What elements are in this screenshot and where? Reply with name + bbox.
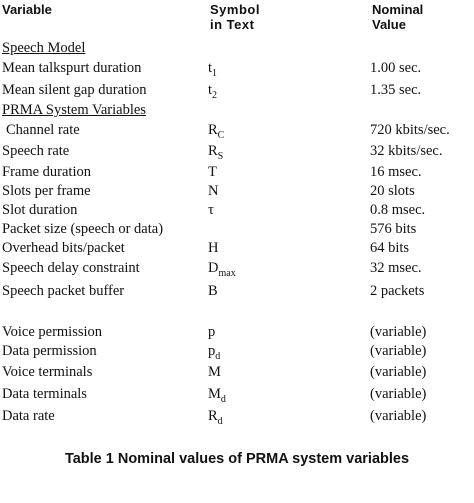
variable-cell: Voice terminals bbox=[2, 364, 93, 380]
variable-cell: Speech packet buffer bbox=[2, 283, 125, 299]
value-cell: 2 packets bbox=[370, 283, 425, 299]
value-cell: 32 msec. bbox=[370, 260, 422, 276]
header-symbol-line1: Symbol bbox=[210, 2, 260, 17]
value-cell: 16 msec. bbox=[370, 164, 422, 180]
value-cell: (variable) bbox=[370, 343, 427, 359]
variable-cell: Data rate bbox=[2, 408, 55, 424]
symbol-cell bbox=[208, 281, 218, 307]
table-row bbox=[0, 362, 474, 382]
symbol-base: M bbox=[208, 386, 221, 402]
symbol-base: p bbox=[208, 324, 216, 340]
value-cell: 20 slots bbox=[370, 183, 415, 199]
symbol-base: t bbox=[208, 82, 213, 98]
symbol-subscript: d bbox=[217, 415, 223, 427]
value-cell: 1.00 sec. bbox=[370, 60, 422, 76]
variable-cell: Packet size (speech or data) bbox=[2, 221, 164, 237]
symbol-subscript: d bbox=[215, 350, 221, 362]
symbol-base: R bbox=[208, 122, 218, 138]
symbol-subscript: max bbox=[218, 267, 236, 279]
symbol-subscript: C bbox=[217, 129, 225, 141]
symbol-base: B bbox=[208, 283, 218, 299]
table-row bbox=[0, 322, 474, 342]
table-row bbox=[0, 80, 474, 100]
section-heading-row bbox=[0, 38, 474, 58]
variable-cell: Mean talkspurt duration bbox=[2, 60, 142, 76]
symbol-subscript: 1 bbox=[212, 67, 218, 79]
symbol-cell bbox=[208, 258, 236, 284]
table-row bbox=[0, 281, 474, 301]
symbol-base: M bbox=[208, 364, 221, 380]
value-cell: (variable) bbox=[370, 364, 427, 380]
header-variable: Variable bbox=[2, 2, 52, 17]
header-value-line1: Nominal bbox=[372, 2, 424, 17]
symbol-base: t bbox=[208, 60, 213, 76]
symbol-subscript: d bbox=[220, 393, 226, 405]
symbol-base: D bbox=[208, 260, 219, 276]
symbol-base: H bbox=[208, 240, 219, 256]
symbol-subscript: S bbox=[217, 150, 224, 162]
symbol-base: R bbox=[208, 143, 218, 159]
value-cell: 32 kbits/sec. bbox=[370, 143, 443, 159]
symbol-base: N bbox=[208, 183, 219, 199]
table-row bbox=[0, 258, 474, 278]
variable-cell: Speech rate bbox=[2, 143, 70, 159]
value-cell: (variable) bbox=[370, 324, 427, 340]
value-cell: 720 kbits/sec. bbox=[370, 122, 450, 138]
value-cell: 1.35 sec. bbox=[370, 82, 422, 98]
symbol-base: T bbox=[208, 164, 217, 180]
value-cell: 64 bits bbox=[370, 240, 410, 256]
variable-cell: Overhead bits/packet bbox=[2, 240, 125, 256]
value-cell: 576 bits bbox=[370, 221, 417, 237]
table-row bbox=[0, 141, 474, 161]
table-row bbox=[0, 120, 474, 140]
header-symbol bbox=[210, 2, 260, 32]
value-cell: (variable) bbox=[370, 408, 427, 424]
variable-cell: Frame duration bbox=[2, 164, 91, 180]
table-row bbox=[0, 58, 474, 78]
table-caption: Table 1 Nominal values of PRMA system variables bbox=[64, 451, 410, 467]
value-cell: 0.8 msec. bbox=[370, 202, 426, 218]
table-row bbox=[0, 238, 474, 258]
symbol-base: τ bbox=[208, 202, 214, 218]
variable-cell: Slot duration bbox=[2, 202, 78, 218]
symbol-subscript: 2 bbox=[212, 89, 218, 101]
section-heading-row bbox=[0, 100, 474, 120]
section-heading: PRMA System Variables bbox=[2, 102, 146, 118]
variable-cell: Data permission bbox=[2, 343, 97, 359]
variable-cell: Slots per frame bbox=[2, 183, 91, 199]
table-row bbox=[0, 181, 474, 201]
value-cell: (variable) bbox=[370, 386, 427, 402]
header-value bbox=[372, 2, 423, 32]
table-row bbox=[0, 219, 474, 239]
header-symbol-line2: in Text bbox=[210, 17, 255, 32]
variable-cell: Speech delay constraint bbox=[2, 260, 140, 276]
symbol-base: R bbox=[208, 408, 218, 424]
section-heading: Speech Model bbox=[2, 40, 86, 56]
table-row bbox=[0, 384, 474, 404]
variable-cell: Channel rate bbox=[6, 122, 80, 138]
table-row bbox=[0, 341, 474, 361]
variable-cell: Data terminals bbox=[2, 386, 87, 402]
table-row bbox=[0, 162, 474, 182]
header-value-line2: Value bbox=[372, 17, 406, 32]
variable-cell: Voice permission bbox=[2, 324, 103, 340]
symbol-base: p bbox=[208, 343, 216, 359]
table-row bbox=[0, 200, 474, 220]
table-row bbox=[0, 406, 474, 426]
cut-off-next-line bbox=[0, 494, 474, 503]
symbol-cell bbox=[208, 406, 223, 432]
variable-cell: Mean silent gap duration bbox=[2, 82, 147, 98]
